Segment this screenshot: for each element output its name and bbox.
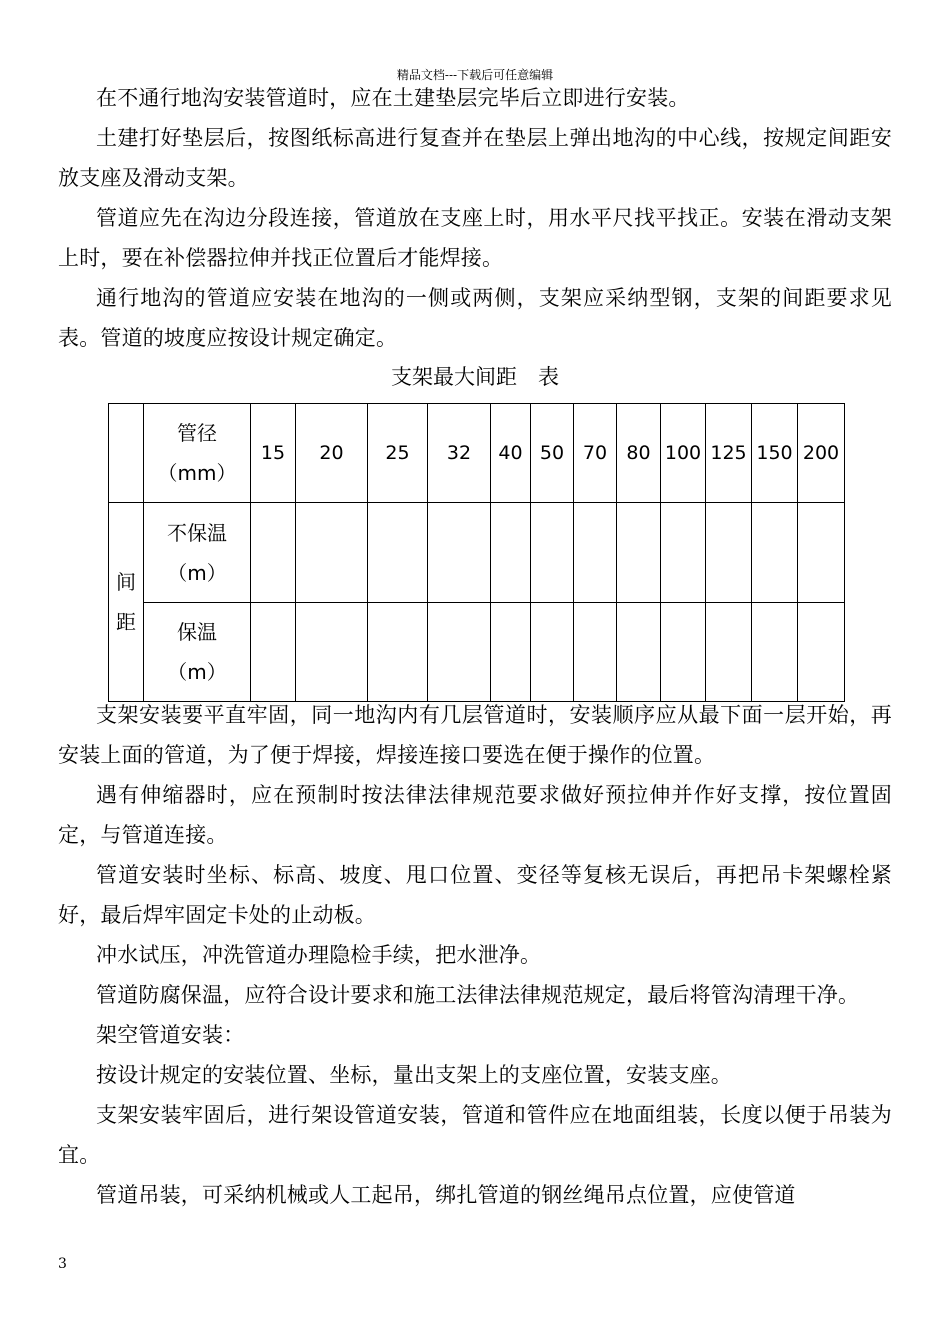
empty-cell (368, 603, 428, 702)
size-cell: 25 (368, 404, 428, 503)
empty-cell (706, 503, 752, 603)
size-cell: 40 (491, 404, 531, 503)
empty-cell (798, 603, 845, 702)
empty-cell (752, 603, 798, 702)
size-cell: 125 (706, 404, 752, 503)
size-cell: 200 (798, 404, 845, 503)
empty-cell (531, 603, 574, 702)
empty-cell (251, 503, 296, 603)
size-cell: 15 (251, 404, 296, 503)
size-cell: 32 (428, 404, 491, 503)
paragraph: 按设计规定的安装位置、坐标，量出支架上的支座位置，安装支座。 (96, 1063, 732, 1087)
size-cell: 20 (296, 404, 368, 503)
body-text-bottom (58, 695, 892, 1215)
empty-cell (798, 503, 845, 603)
size-cell: 100 (661, 404, 706, 503)
corner-cell (109, 404, 144, 503)
empty-cell (251, 603, 296, 702)
empty-cell (428, 603, 491, 702)
empty-cell (296, 503, 368, 603)
table-title: 支架最大间距 表 (391, 365, 559, 389)
row-label-insulated: 保温 （m） (144, 603, 251, 702)
empty-cell (617, 503, 661, 603)
row-label-uninsulated: 不保温 （m） (144, 503, 251, 603)
page-header: 精品文档---下载后可任意编辑 (396, 68, 554, 82)
paragraph: 支架安装要平直牢固，同一地沟内有几层管道时，安装顺序应从最下面一层开始，再安装上面的管道，为了便于焊接，焊接连接口要选在便于操作的位置。 (58, 703, 892, 767)
empty-cell (752, 503, 798, 603)
empty-cell (661, 603, 706, 702)
empty-cell (428, 503, 491, 603)
pipe-diameter-header: 管径 （mm） (144, 404, 251, 503)
paragraph: 管道安装时坐标、标高、坡度、甩口位置、变径等复核无误后，再把吊卡架螺栓紧好，最后焊牢固定卡处的止动板。 (58, 863, 892, 927)
empty-cell (296, 603, 368, 702)
size-cell: 50 (531, 404, 574, 503)
support-spacing-table (108, 403, 845, 702)
paragraph: 通行地沟的管道应安装在地沟的一侧或两侧，支架应采纳型钢，支架的间距要求见表。管道的坡度应按设计规定确定。 (58, 286, 892, 350)
table-header-row (109, 404, 845, 503)
page-number: 3 (58, 1256, 67, 1272)
size-cell: 150 (752, 404, 798, 503)
paragraph: 管道吊装，可采纳机械或人工起吊，绑扎管道的钢丝绳吊点位置，应使管道 (96, 1183, 796, 1207)
table-row-uninsulated (109, 503, 845, 603)
paragraph: 遇有伸缩器时，应在预制时按法律法律规范要求做好预拉伸并作好支撑，按位置固定，与管道连接。 (58, 783, 892, 847)
size-cell: 70 (574, 404, 617, 503)
size-cell: 80 (617, 404, 661, 503)
paragraph: 管道应先在沟边分段连接，管道放在支座上时，用水平尺找平找正。安装在滑动支架上时，要在补偿器拉伸并找正位置后才能焊接。 (58, 206, 892, 270)
paragraph: 支架安装牢固后，进行架设管道安装，管道和管件应在地面组装，长度以便于吊装为宜。 (58, 1103, 892, 1167)
spacing-group-label: 间 距 (109, 503, 144, 702)
empty-cell (706, 603, 752, 702)
empty-cell (531, 503, 574, 603)
empty-cell (368, 503, 428, 603)
paragraph: 冲水试压，冲洗管道办理隐检手续，把水泄净。 (96, 943, 542, 967)
paragraph: 土建打好垫层后，按图纸标高进行复查并在垫层上弹出地沟的中心线，按规定间距安放支座及滑动支架。 (58, 126, 892, 190)
empty-cell (574, 603, 617, 702)
body-text-top (58, 78, 892, 358)
table-row-insulated (109, 603, 845, 702)
paragraph: 在不通行地沟安装管道时，应在土建垫层完毕后立即进行安装。 (96, 86, 690, 110)
empty-cell (617, 603, 661, 702)
paragraph: 管道防腐保温，应符合设计要求和施工法律法律规范规定，最后将管沟清理干净。 (96, 983, 860, 1007)
empty-cell (491, 603, 531, 702)
empty-cell (574, 503, 617, 603)
empty-cell (661, 503, 706, 603)
empty-cell (491, 503, 531, 603)
section-heading: 架空管道安装： (96, 1023, 245, 1047)
